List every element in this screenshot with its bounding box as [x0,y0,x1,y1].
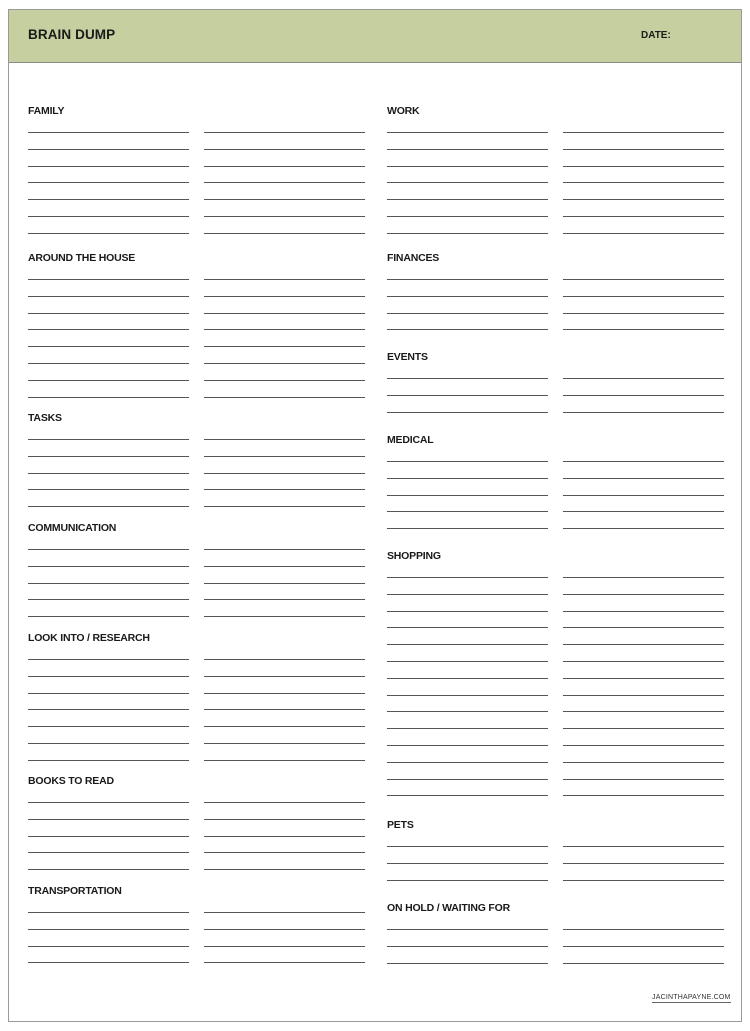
footer-credit: JACINTHAPAYNE.COM [652,994,731,1001]
writing-line[interactable] [387,779,548,780]
writing-line[interactable] [204,439,365,440]
writing-line[interactable] [563,395,724,396]
writing-line[interactable] [204,583,365,584]
writing-line[interactable] [563,627,724,628]
writing-line[interactable] [387,149,548,150]
writing-line[interactable] [387,745,548,746]
writing-line[interactable] [563,279,724,280]
writing-line[interactable] [563,728,724,729]
writing-line[interactable] [28,852,189,853]
writing-line[interactable] [204,456,365,457]
writing-line[interactable] [28,726,189,727]
writing-line[interactable] [387,929,548,930]
writing-line[interactable] [563,661,724,662]
writing-line[interactable] [204,659,365,660]
writing-line[interactable] [204,149,365,150]
date-label: DATE: [641,30,671,41]
writing-line[interactable] [387,313,548,314]
writing-line[interactable] [563,863,724,864]
writing-line[interactable] [28,182,189,183]
writing-line[interactable] [204,709,365,710]
writing-line[interactable] [204,836,365,837]
writing-line[interactable] [563,412,724,413]
writing-line[interactable] [204,506,365,507]
writing-line[interactable] [563,846,724,847]
writing-line[interactable] [28,659,189,660]
writing-line[interactable] [563,461,724,462]
writing-line[interactable] [204,473,365,474]
writing-line[interactable] [28,583,189,584]
writing-line[interactable] [28,363,189,364]
writing-line[interactable] [387,528,548,529]
writing-line[interactable] [563,577,724,578]
writing-line[interactable] [387,795,548,796]
writing-line[interactable] [28,346,189,347]
writing-line[interactable] [28,199,189,200]
writing-line[interactable] [204,760,365,761]
writing-line[interactable] [387,182,548,183]
writing-line[interactable] [563,745,724,746]
writing-line[interactable] [28,962,189,963]
writing-line[interactable] [204,380,365,381]
writing-line[interactable] [204,489,365,490]
writing-line[interactable] [563,216,724,217]
writing-line[interactable] [387,279,548,280]
writing-line[interactable] [28,599,189,600]
writing-line[interactable] [204,549,365,550]
writing-line[interactable] [28,149,189,150]
writing-line[interactable] [28,566,189,567]
writing-line[interactable] [387,678,548,679]
section-title-work: WORK [387,105,420,117]
writing-line[interactable] [387,627,548,628]
writing-line[interactable] [563,166,724,167]
writing-line[interactable] [28,693,189,694]
writing-line[interactable] [204,313,365,314]
writing-line[interactable] [204,566,365,567]
writing-line[interactable] [204,216,365,217]
writing-line[interactable] [387,166,548,167]
writing-line[interactable] [204,869,365,870]
writing-line[interactable] [387,478,548,479]
writing-line[interactable] [563,182,724,183]
writing-line[interactable] [204,912,365,913]
section-title-events: EVENTS [387,351,428,363]
writing-line[interactable] [28,456,189,457]
writing-line[interactable] [563,611,724,612]
writing-line[interactable] [563,929,724,930]
section-title-tasks: TASKS [28,412,62,424]
writing-line[interactable] [28,489,189,490]
writing-line[interactable] [387,594,548,595]
writing-line[interactable] [204,929,365,930]
writing-line[interactable] [563,644,724,645]
writing-line[interactable] [28,329,189,330]
writing-line[interactable] [204,743,365,744]
section-title-finances: FINANCES [387,252,440,264]
writing-line[interactable] [28,473,189,474]
writing-line[interactable] [387,846,548,847]
writing-line[interactable] [204,962,365,963]
writing-line[interactable] [28,743,189,744]
writing-line[interactable] [387,395,548,396]
writing-line[interactable] [387,695,548,696]
writing-line[interactable] [204,132,365,133]
writing-line[interactable] [28,929,189,930]
section-title-family: FAMILY [28,105,65,117]
writing-line[interactable] [387,199,548,200]
writing-line[interactable] [28,912,189,913]
section-title-books-to-read: BOOKS TO READ [28,775,114,787]
writing-line[interactable] [387,661,548,662]
writing-line[interactable] [28,380,189,381]
section-title-shopping: SHOPPING [387,550,441,562]
writing-line[interactable] [28,836,189,837]
writing-line[interactable] [387,728,548,729]
writing-line[interactable] [387,611,548,612]
section-title-medical: MEDICAL [387,434,434,446]
writing-line[interactable] [563,963,724,964]
writing-line[interactable] [387,963,548,964]
writing-line[interactable] [563,478,724,479]
writing-line[interactable] [28,946,189,947]
writing-line[interactable] [28,709,189,710]
writing-line[interactable] [563,946,724,947]
page-title: BRAIN DUMP [28,27,116,42]
writing-line[interactable] [387,577,548,578]
writing-line[interactable] [563,296,724,297]
writing-line[interactable] [28,296,189,297]
header-bar [9,10,741,63]
writing-line[interactable] [387,233,548,234]
writing-line[interactable] [563,495,724,496]
writing-line[interactable] [28,802,189,803]
section-title-on-hold-waiting-for: ON HOLD / WAITING FOR [387,902,510,914]
writing-line[interactable] [28,676,189,677]
writing-line[interactable] [204,329,365,330]
section-title-around-the-house: AROUND THE HOUSE [28,252,136,264]
writing-line[interactable] [204,802,365,803]
writing-line[interactable] [563,711,724,712]
writing-line[interactable] [204,166,365,167]
writing-line[interactable] [387,711,548,712]
writing-line[interactable] [28,439,189,440]
writing-line[interactable] [563,795,724,796]
writing-line[interactable] [563,313,724,314]
writing-line[interactable] [204,946,365,947]
writing-line[interactable] [563,511,724,512]
writing-line[interactable] [28,869,189,870]
writing-line[interactable] [28,819,189,820]
writing-line[interactable] [563,695,724,696]
writing-line[interactable] [204,233,365,234]
writing-line[interactable] [387,762,548,763]
writing-line[interactable] [28,313,189,314]
writing-line[interactable] [563,149,724,150]
writing-line[interactable] [204,363,365,364]
writing-line[interactable] [563,378,724,379]
planner-sheet [8,9,742,1022]
writing-line[interactable] [563,594,724,595]
writing-line[interactable] [204,676,365,677]
writing-line[interactable] [563,779,724,780]
writing-line[interactable] [28,397,189,398]
writing-line[interactable] [204,182,365,183]
writing-line[interactable] [204,693,365,694]
writing-line[interactable] [563,528,724,529]
writing-line[interactable] [204,346,365,347]
writing-line[interactable] [28,506,189,507]
writing-line[interactable] [563,132,724,133]
writing-line[interactable] [387,329,548,330]
writing-line[interactable] [28,616,189,617]
section-title-transportation: TRANSPORTATION [28,885,122,897]
writing-line[interactable] [563,329,724,330]
writing-line[interactable] [28,216,189,217]
writing-line[interactable] [204,616,365,617]
writing-line[interactable] [563,762,724,763]
writing-line[interactable] [387,296,548,297]
writing-line[interactable] [387,216,548,217]
writing-line[interactable] [387,946,548,947]
section-title-look-into-research: LOOK INTO / RESEARCH [28,632,150,644]
writing-line[interactable] [204,726,365,727]
writing-line[interactable] [387,511,548,512]
writing-line[interactable] [387,880,548,881]
writing-line[interactable] [563,880,724,881]
writing-line[interactable] [387,863,548,864]
writing-line[interactable] [28,132,189,133]
writing-line[interactable] [387,495,548,496]
writing-line[interactable] [563,233,724,234]
writing-line[interactable] [204,296,365,297]
writing-line[interactable] [563,678,724,679]
writing-line[interactable] [387,412,548,413]
writing-line[interactable] [28,760,189,761]
writing-line[interactable] [204,199,365,200]
section-title-pets: PETS [387,819,414,831]
writing-line[interactable] [387,644,548,645]
writing-line[interactable] [387,378,548,379]
writing-line[interactable] [204,819,365,820]
writing-line[interactable] [28,233,189,234]
writing-line[interactable] [563,199,724,200]
writing-line[interactable] [204,279,365,280]
writing-line[interactable] [387,132,548,133]
writing-line[interactable] [204,397,365,398]
writing-line[interactable] [387,461,548,462]
writing-line[interactable] [28,279,189,280]
writing-line[interactable] [28,549,189,550]
section-title-communication: COMMUNICATION [28,522,117,534]
writing-line[interactable] [28,166,189,167]
writing-line[interactable] [204,599,365,600]
writing-line[interactable] [204,852,365,853]
